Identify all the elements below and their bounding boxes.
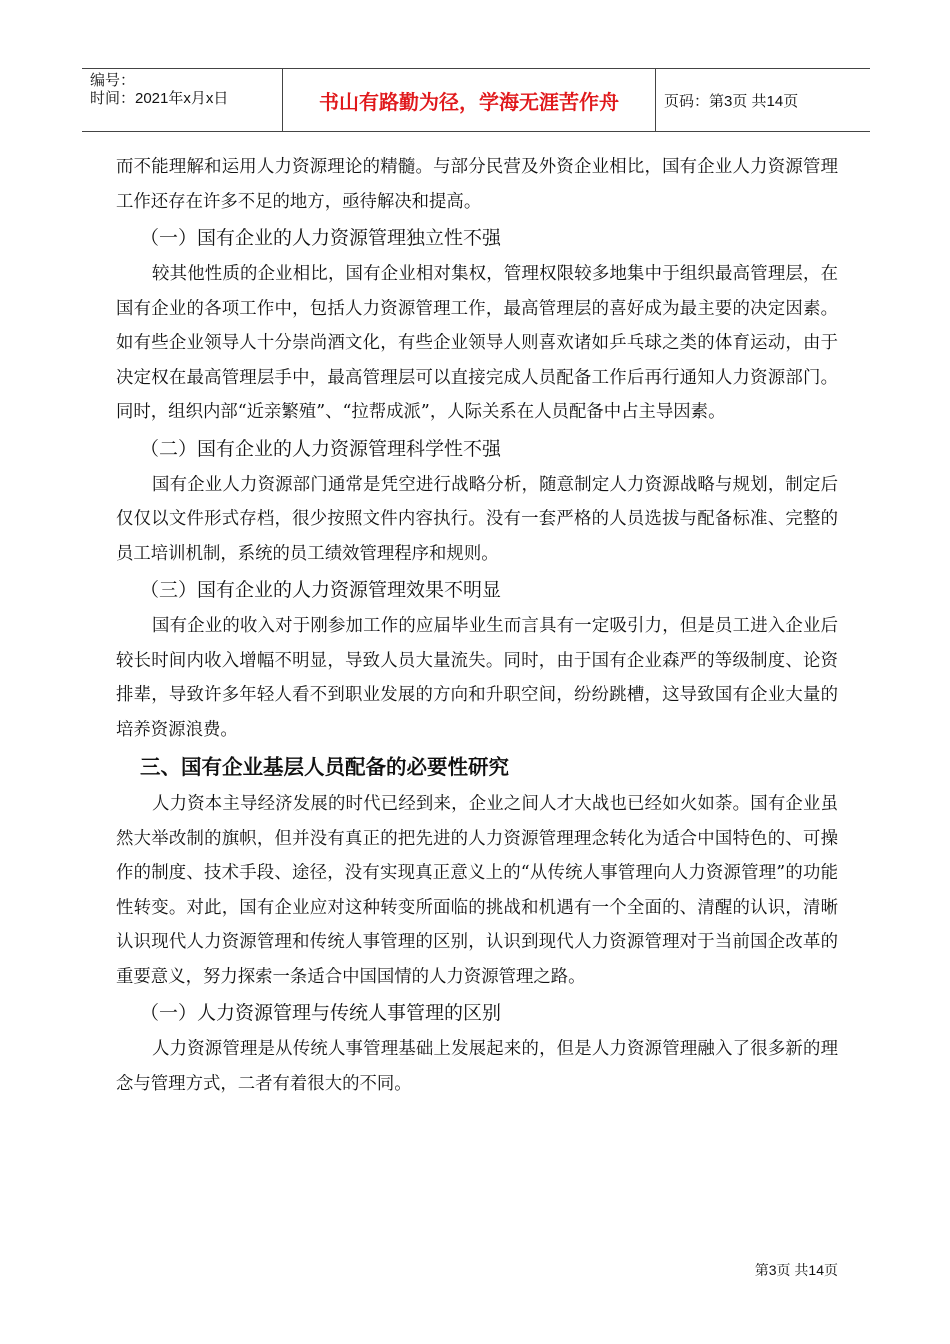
header-meta: [82, 69, 282, 131]
paragraph: 国有企业人力资源部门通常是凭空进行战略分析，随意制定人力资源战略与规划，制定后仅仅以文件形式存档，很少按照文件内容执行。没有一套严格的人员选拔与配备标准、完整的员工培训机制，系统的员工绩效管理程序和规则。: [116, 474, 838, 564]
paragraph: 国有企业的收入对于刚参加工作的应届毕业生而言具有一定吸引力，但是员工进入企业后较长时间内收入增幅不明显，导致人员大量流失。同时，由于国有企业森严的等级制度、论资排辈，导致许多年轻人看不到职业发展的方向和升职空间，纷纷跳槽，这导致国有企业大量的培养资源浪费。: [116, 616, 838, 740]
document-time-label: 时间：2021年x月x日: [90, 90, 229, 107]
section-heading: （一）国有企业的人力资源管理独立性不强: [140, 227, 502, 249]
header-page-number: 页码：第3页 共14页: [664, 92, 799, 110]
section-heading: （二）国有企业的人力资源管理科学性不强: [140, 437, 502, 460]
section-heading: （三）国有企业的人力资源管理效果不明显: [140, 579, 502, 601]
chapter-heading: 三、国有企业基层人员配备的必要性研究: [140, 755, 509, 779]
page-header: [82, 68, 870, 132]
section-heading: （一）人力资源管理与传统人事管理的区别: [140, 1002, 502, 1024]
paragraph: 人力资本主导经济发展的时代已经到来，企业之间人才大战也已经如火如荼。国有企业虽然大举改制的旗帜，但并没有真正的把先进的人力资源管理理念转化为适合中国特色的、可操作的制度、技术手段、途径，没有实现真正意义上的“从传统人事管理向人力资源管理”的功能性转变。对此，国有企业应对这种转变所面临的挑战和机遇有一个全面的、清醒的认识，清晰认识现代人力资源管理和传统人事管理的区别，认识到现代人力资源管理对于当前国企改革的重要意义，努力探索一条适合中国国情的人力资源管理之路。: [116, 794, 838, 987]
paragraph: 较其他性质的企业相比，国有企业相对集权，管理权限较多地集中于组织最高管理层，在国有企业的各项工作中，包括人力资源管理工作，最高管理层的喜好成为最主要的决定因素。如有些企业领导人十分崇尚酒文化，有些企业领导人则喜欢诸如乒乓球之类的体育运动，由于决定权在最高管理层手中，最高管理层可以直接完成人员配备工作后再行通知人力资源部门。同时，组织内部“近亲繁殖”、“拉帮成派”，人际关系在人员配备中占主导因素。: [116, 264, 838, 422]
page-footer: 第3页 共14页: [754, 1262, 838, 1278]
paragraph: 而不能理解和运用人力资源理论的精髓。与部分民营及外资企业相比，国有企业人力资源管理工作还存在许多不足的地方，亟待解决和提高。: [116, 157, 838, 212]
paragraph: 人力资源管理是从传统人事管理基础上发展起来的，但是人力资源管理融入了很多新的理念与管理方式，二者有着很大的不同。: [116, 1039, 838, 1094]
header-motto: 书山有路勤为径，学海无涯苦作舟: [282, 69, 656, 131]
document-body: [116, 150, 838, 1101]
document-number-label: 编号：: [90, 72, 136, 89]
